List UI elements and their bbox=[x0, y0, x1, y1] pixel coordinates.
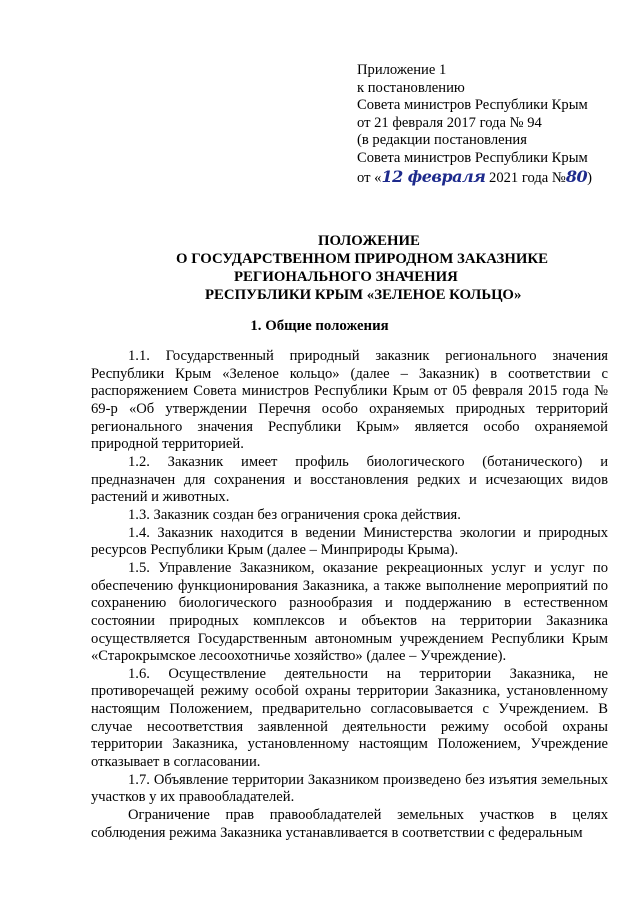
paragraph-1-3: 1.3. Заказник создан без ограничения срока действия. bbox=[128, 506, 461, 523]
annex-line-1: Приложение 1 bbox=[357, 62, 447, 78]
annex-line-7 bbox=[357, 168, 627, 188]
paragraph-1-5: 1.5. Управление Заказником, оказание рекреационных услуг и услуг по обеспечению функционирования Заказника, а также выполнение мероприятий по сохранению биологического разнообразия и поддержанию в естественном состоянии природных комплексов и объектов на территории Заказника осуществляется Государственным автономным учреждением Республики Крым «Старокрымское лесоохотничье хозяйство» (далее – Учреждение). bbox=[91, 559, 608, 665]
paragraph-1-7: 1.7. Объявление территории Заказником произведено без изъятия земельных участков у их правообладателей. bbox=[91, 771, 608, 806]
annex-line-7-suffix: ) bbox=[587, 169, 592, 186]
annex-header bbox=[357, 62, 627, 187]
paragraph-1-2: 1.2. Заказник имеет профиль биологического (ботанического) и предназначен для сохранения и восстановления редких и исчезающих видов растений и животных. bbox=[91, 453, 608, 506]
annex-line-6: Совета министров Республики Крым bbox=[357, 149, 588, 166]
title-line-2: О ГОСУДАРСТВЕННОМ ПРИРОДНОМ ЗАКАЗНИКЕ bbox=[176, 251, 548, 267]
paragraph-1-1: 1.1. Государственный природный заказник регионального значения Республики Крым «Зеленое кольцо» (далее – Заказник) в соответствии с распоряжением Совета министров Республики Крым от 05 февраля 2015 года № 69-р «Об утверждении Перечня особо охраняемых природных территорий регионального значения Республики Крым» является особо охраняемой природной территорией. bbox=[91, 348, 608, 453]
document-body bbox=[91, 348, 608, 842]
paragraph-restriction: Ограничение прав правообладателей земельных участков в целях соблюдения режима Заказника устанавливается в соответствии с федеральным bbox=[91, 807, 608, 841]
annex-line-7-middle: 2021 года № bbox=[485, 169, 566, 186]
paragraph-1-4: 1.4. Заказник находится в ведении Министерства экологии и природных ресурсов Республики Крым (далее – Минприроды Крыма). bbox=[91, 524, 608, 559]
annex-line-4: от 21 февраля 2017 года № 94 bbox=[357, 114, 542, 131]
annex-line-5: (в редакции постановления bbox=[357, 132, 527, 149]
annex-line-2: к постановлению bbox=[357, 79, 465, 96]
title-line-4: РЕСПУБЛИКИ КРЫМ «ЗЕЛЕНОЕ КОЛЬЦО» bbox=[205, 287, 522, 303]
title-line-3: РЕГИОНАЛЬНОГО ЗНАЧЕНИЯ bbox=[234, 269, 458, 285]
handwritten-date: 12 февраля bbox=[381, 166, 486, 186]
title-line-1: ПОЛОЖЕНИЕ bbox=[318, 233, 420, 249]
section-heading: 1. Общие положения bbox=[250, 318, 389, 334]
paragraph-1-6: 1.6. Осуществление деятельности на территории Заказника, не противоречащей режиму особой охраны территории Заказника, установленному настоящим Положением, предварительно согласовывается с Учреждением. В случае несоответствия заявленной деятельности режиму особой охраны территории Заказника, установленному настоящим Положением, Учреждение отказывает в согласовании. bbox=[91, 665, 608, 771]
annex-line-3: Совета министров Республики Крым bbox=[357, 97, 588, 114]
annex-line-7-prefix: от « bbox=[357, 169, 382, 186]
handwritten-number: 80 bbox=[565, 166, 588, 186]
